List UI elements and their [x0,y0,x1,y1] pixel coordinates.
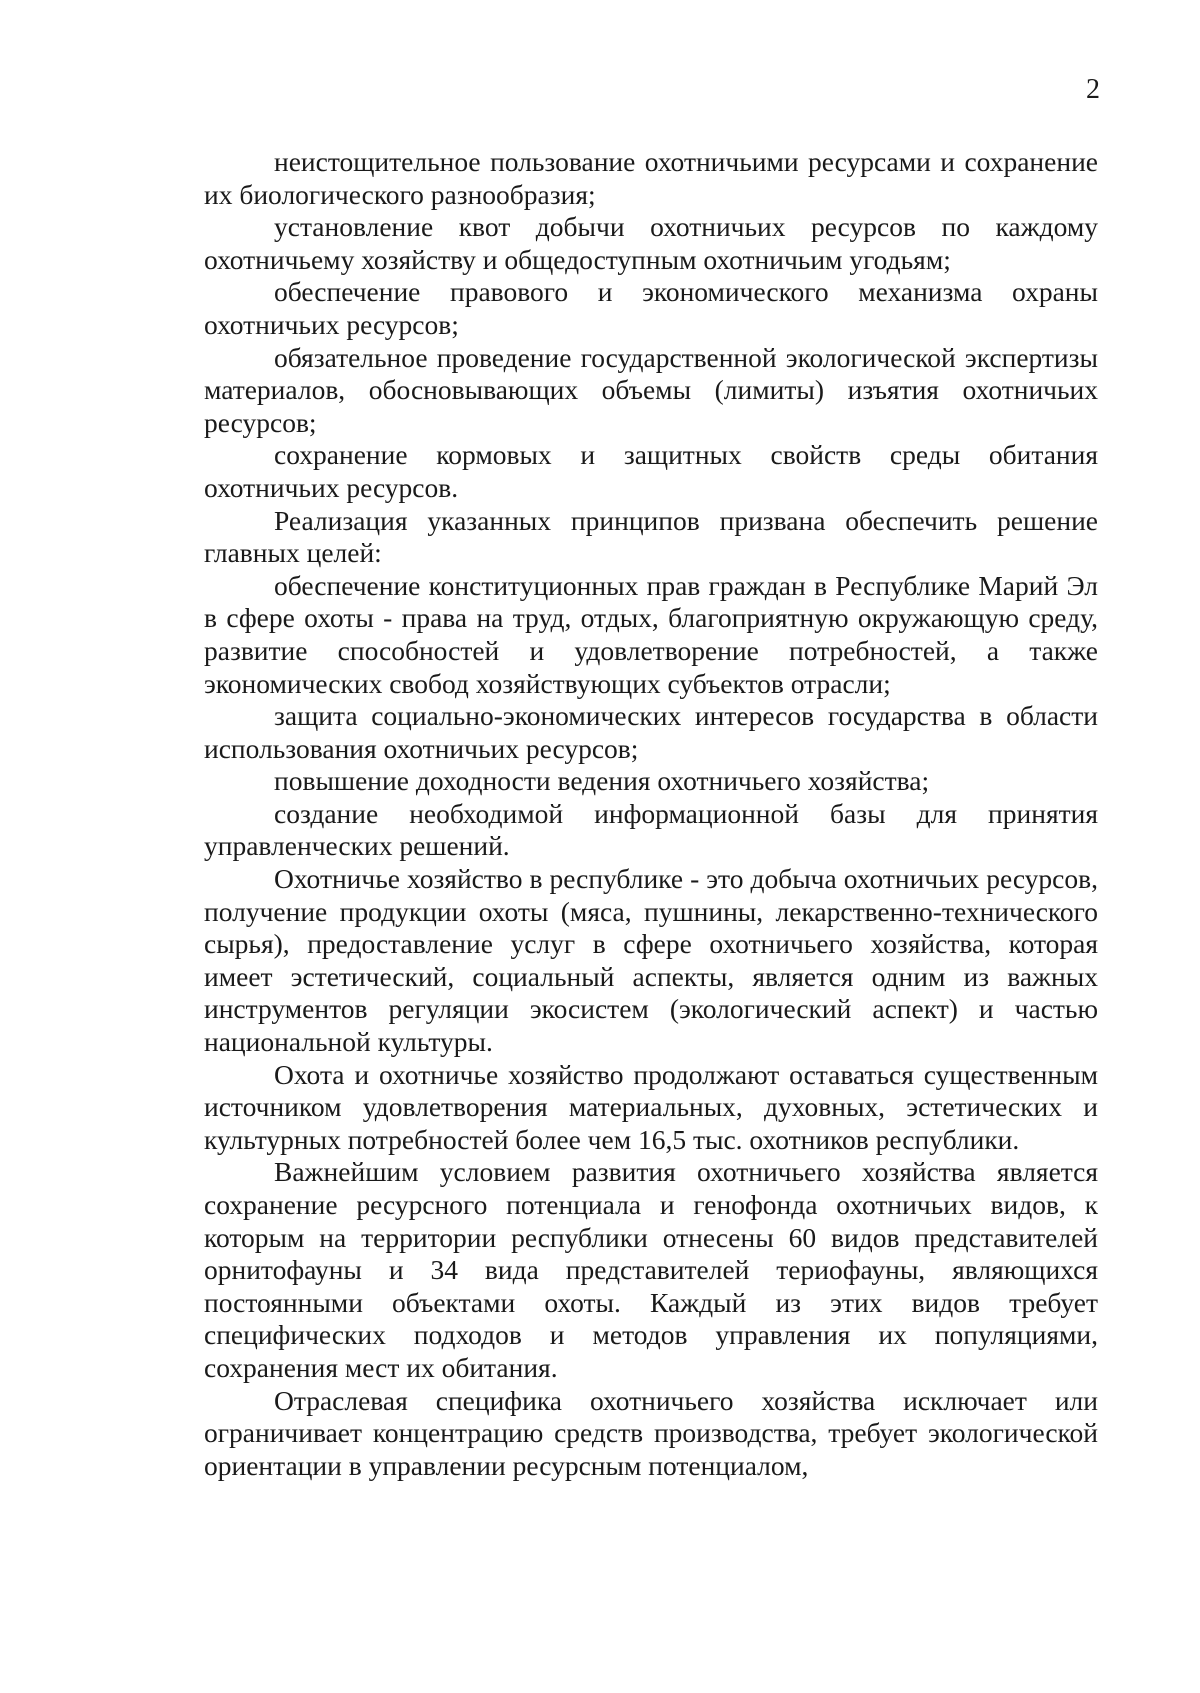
paragraph-habitat-preservation: сохранение кормовых и защитных свойств среды обитания охотничьих ресурсов. [204,439,1098,503]
paragraph-state-interests: защита социально-экономических интересов государства в области использования охотничьих ресурсов; [204,700,1098,764]
paragraph-constitutional-rights: обеспечение конституционных прав граждан в Республике Марий Эл в сфере охоты - права на труд, отдых, благоприятную окружающую среду, развитие способностей и удовлетворение потребностей, а также экономических свобод хозяйствующих субъектов отрасли; [204,569,1098,699]
page-number: 2 [1086,74,1100,105]
body-text [204,146,1098,1482]
paragraph-profitability: повышение доходности ведения охотничьего хозяйства; [274,765,930,797]
paragraph-resource-potential: Важнейшим условием развития охотничьего хозяйства является сохранение ресурсного потенциала и генофонда охотничьих видов, к которым на территории республики отнесены 60 видов представителей орнитофауны и 34 вида представителей териофауны, являющихся постоянными объектами охоты. Каждый из этих видов требует специфических подходов и методов управления их популяциями, сохранения мест их обитания. [204,1156,1098,1383]
paragraph-hunters-needs: Охота и охотничье хозяйство продолжают оставаться существенным источником удовлетворения материальных, духовных, эстетических и культурных потребностей более чем 16,5 тыс. охотников республики. [204,1058,1098,1155]
paragraph-principles-goals: Реализация указанных принципов призвана обеспечить решение главных целей: [204,504,1098,569]
paragraph-sustainable-use: неистощительное пользование охотничьими ресурсами и сохранение их биологического разнообразия; [204,146,1098,210]
paragraph-industry-specifics: Отраслевая специфика охотничьего хозяйства исключает или ограничивает концентрацию средств производства, требует экологической ориентации в управлении ресурсным потенциалом, [204,1384,1098,1481]
paragraph-ecological-expertise: обязательное проведение государственной экологической экспертизы материалов, обосновывающих объемы (лимиты) изъятия охотничьих ресурсов; [204,341,1098,438]
paragraph-legal-mechanism: обеспечение правового и экономического механизма охраны охотничьих ресурсов; [204,276,1098,340]
paragraph-hunting-economy: Охотничье хозяйство в республике - это добыча охотничьих ресурсов, получение продукции охоты (мяса, пушнины, лекарственно-технического сырья), предоставление услуг в сфере охотничьего хозяйства, которая имеет эстетический, социальный аспекты, является одним из важных инструментов регуляции экосистем (экологический аспект) и частью национальной культуры. [204,863,1098,1058]
paragraph-information-base: создание необходимой информационной базы для принятия управленческих решений. [204,797,1098,862]
paragraph-quota-setting: установление квот добычи охотничьих ресурсов по каждому охотничьему хозяйству и общедоступным охотничьим угодьям; [204,211,1098,275]
